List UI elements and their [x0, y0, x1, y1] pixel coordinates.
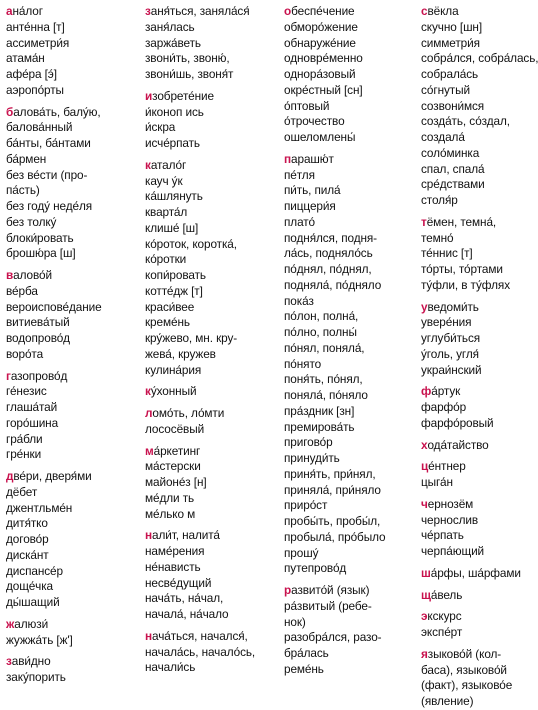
word-entry: (факт), языково́е: [421, 678, 513, 693]
word-entry: вероиспове́дание: [6, 299, 102, 314]
word-entry: не́нависть: [145, 559, 201, 574]
word-entry: кулина́рия: [145, 362, 202, 377]
section-first-entry: свёкла: [421, 4, 459, 18]
word-entry: по́лно, полны́: [284, 325, 357, 339]
word-entry: афе́ра [э́]: [6, 67, 57, 81]
section-first-entry: изобрете́ние: [145, 88, 214, 103]
word-entry: без толку́: [6, 214, 57, 229]
word-entry: ба́нты, ба́нтами: [6, 136, 91, 150]
word-entry: то́рты, то́ртами: [421, 262, 503, 276]
word-entry: премирова́ть: [284, 419, 355, 434]
word-entry: водопрово́д: [6, 331, 70, 345]
word-entry: кауч у́к: [145, 173, 183, 188]
word-entry: обморо́жение: [284, 19, 358, 34]
word-entry: начали́сь: [145, 660, 196, 675]
word-column-4: [421, 4, 538, 710]
word-entry: гра́бли: [6, 431, 43, 446]
word-entry: воро́та: [6, 346, 44, 361]
word-entry: принуди́ть: [284, 451, 340, 465]
word-entry: ла́сь, подняло́сь: [284, 246, 373, 261]
word-entry: собра́лся, собра́лась,: [421, 51, 538, 66]
word-entry: дитя́тко: [6, 516, 48, 531]
word-entry: со́гнутый: [421, 82, 470, 97]
section-first-entry: развито́й (язык): [284, 583, 370, 597]
section-first-entry: ана́лог: [6, 4, 43, 18]
word-entry: майонéз [н]: [145, 475, 207, 489]
word-entry: о́трочество: [284, 114, 345, 129]
word-entry: фарфо́ровый: [421, 415, 494, 430]
word-entry: жева́, кружев: [145, 346, 216, 361]
word-entry: ошеломлены́: [284, 130, 356, 144]
word-entry: подняла́, по́дняло: [284, 277, 382, 292]
word-entry: краси́вее: [145, 299, 195, 314]
word-entry: и́скра: [145, 120, 176, 135]
word-entry: (явление): [421, 694, 474, 708]
word-entry: пе́тля: [284, 167, 315, 182]
word-entry: ассиметри́я: [6, 35, 70, 50]
section-first-entry: ща́вель: [421, 587, 463, 602]
word-entry: кварта́л: [145, 205, 188, 219]
section-first-entry: нача́ться, начался́,: [145, 628, 248, 643]
section-first-entry: балова́ть, балу́ю,: [6, 104, 101, 119]
word-entry: разобра́лся, разо-: [284, 630, 382, 645]
word-entry: скучно [шн]: [421, 19, 483, 34]
word-entry: ды́шащий: [6, 595, 60, 609]
word-entry: пи́ть, пила́: [284, 183, 341, 198]
section-first-entry: зави́дно: [6, 654, 51, 669]
word-entry: анте́нна [т]: [6, 19, 65, 34]
word-entry: балова́нный: [6, 120, 73, 135]
section-first-entry: ломо́ть, ло́мти: [145, 406, 225, 420]
word-entry: созда́ть, со́здал,: [421, 114, 510, 129]
word-entry: ма́стерски: [145, 459, 201, 474]
word-entry: витиева́тый: [6, 315, 70, 330]
word-entry: цыга́н: [421, 475, 453, 489]
section-first-entry: ма́ркетинг: [145, 443, 201, 458]
word-entry: спал, спала́: [421, 161, 485, 176]
section-first-entry: экскурс: [421, 609, 462, 624]
word-entry: пра́здник [зн]: [284, 403, 355, 418]
word-entry: че́рпать: [421, 528, 464, 543]
section-first-entry: ша́рфы, ша́рфами: [421, 565, 521, 580]
word-entry: ба́рмен: [6, 151, 47, 166]
word-entry: экспе́рт: [421, 625, 463, 639]
word-entry: бра́лась: [284, 646, 329, 660]
word-entry: ме́лько м: [145, 506, 196, 521]
word-entry: ме́дли ть: [145, 490, 195, 505]
section-first-entry: нали́т, налита́: [145, 528, 220, 543]
word-entry: джентльме́н: [6, 500, 73, 515]
word-column-2: [145, 4, 275, 676]
word-entry: баса), языково́й: [421, 662, 507, 677]
word-entry: созвони́мся: [421, 98, 485, 113]
word-entry: ка́шлянуть: [145, 189, 203, 204]
word-column-3: [284, 4, 414, 678]
word-entry: прошу́: [284, 545, 319, 560]
word-entry: котте́дж [т]: [145, 283, 203, 298]
word-entry: ра́звитый (ребе-: [284, 598, 372, 613]
word-entry: без году́ неде́ля: [6, 199, 93, 213]
word-entry: несве́дущий: [145, 575, 212, 590]
word-entry: и́коноп ись: [145, 104, 204, 119]
word-entry: блоки́ровать: [6, 230, 74, 245]
word-entry: собрала́сь: [421, 67, 479, 81]
word-entry: подня́лся, подня-: [284, 230, 378, 245]
word-entry: заня́лась: [145, 19, 195, 34]
word-entry: фарфо́р: [421, 400, 467, 414]
word-entry: дёбет: [6, 484, 38, 499]
word-entry: поняла́, по́няло: [284, 388, 368, 402]
word-entry: пока́з: [284, 293, 314, 308]
word-entry: создала́: [421, 130, 465, 144]
word-entry: темно́: [421, 230, 454, 245]
word-entry: обнаруже́ние: [284, 35, 356, 50]
word-entry: кру́жево, мн. кру-: [145, 331, 238, 345]
word-entry: те́ннис [т]: [421, 246, 473, 261]
section-first-entry: фа́ртук: [421, 384, 461, 399]
word-entry: ремéнь: [284, 661, 324, 676]
section-first-entry: катало́г: [145, 157, 187, 172]
word-entry: соло́минка: [421, 145, 480, 160]
word-entry: по́нял, поняла́,: [284, 340, 365, 355]
section-first-entry: уведоми́ть: [421, 299, 479, 314]
word-entry: однора́зовый: [284, 67, 356, 81]
word-entry: по́лон, полна́,: [284, 309, 359, 324]
word-entry: догово́р: [6, 532, 49, 546]
word-entry: начала́, на́чало: [145, 607, 229, 621]
section-first-entry: жалюзи́: [6, 616, 49, 631]
section-first-entry: две́ри, дверя́ми: [6, 469, 92, 483]
word-entry: ко́роток, коротка́,: [145, 236, 237, 251]
word-entry: начала́сь, начало́сь,: [145, 644, 256, 659]
word-entry: гре́нки: [6, 447, 42, 462]
word-entry: брошю́ра [ш]: [6, 246, 76, 261]
word-entry: у́голь, угля́: [421, 346, 479, 361]
word-entry: украи́нский: [421, 362, 482, 377]
word-entry: без ве́сти (про-: [6, 167, 88, 182]
word-entry: диспансе́р: [6, 563, 63, 578]
word-entry: глаша́тай: [6, 400, 58, 414]
section-first-entry: парашю́т: [284, 151, 334, 166]
word-entry: горо́шина: [6, 415, 59, 430]
word-entry: путепрово́д: [284, 561, 347, 576]
word-entry: углуби́ться: [421, 331, 481, 345]
section-first-entry: языково́й (кол-: [421, 646, 502, 661]
section-first-entry: хода́тайство: [421, 437, 489, 452]
word-entry: доще́чка: [6, 579, 54, 594]
word-entry: аэропо́рты: [6, 82, 64, 97]
section-first-entry: валово́й: [6, 268, 52, 282]
word-entry: плато́: [284, 214, 315, 229]
section-first-entry: газопрово́д: [6, 368, 68, 383]
word-entry: клише́ [ш]: [145, 220, 199, 235]
word-column-1: [6, 4, 128, 686]
section-first-entry: чернозём: [421, 496, 474, 511]
word-entry: ко́ротки: [145, 252, 187, 267]
word-entry: наме́рения: [145, 544, 205, 558]
word-entry: поня́ть, по́нял,: [284, 372, 363, 387]
word-entry: столя́р: [421, 193, 458, 207]
word-entry: пробы́ть, пробы́л,: [284, 514, 381, 528]
word-entry: заржа́веть: [145, 35, 201, 50]
word-entry: нок): [284, 614, 306, 629]
word-entry: жужжа́ть [ж']: [6, 632, 73, 647]
section-first-entry: заня́ться, заняла́ся́: [145, 4, 250, 18]
word-entry: атама́н: [6, 51, 45, 66]
word-entry: ве́рба: [6, 283, 38, 298]
word-entry: о́птовый: [284, 98, 330, 113]
word-entry: лососёвый: [145, 421, 205, 436]
word-entry: черпа́ющий: [421, 544, 485, 558]
word-entry: кремéнь: [145, 315, 190, 330]
word-entry: пробыла́, про́было: [284, 529, 386, 544]
word-entry: заку́порить: [6, 670, 66, 684]
section-first-entry: це́нтнер: [421, 459, 466, 474]
word-entry: чернослив: [421, 512, 479, 527]
word-entry: окре́стный [сн]: [284, 82, 363, 97]
word-entry: по́днял, по́днял,: [284, 262, 372, 276]
word-entry: пригово́р: [284, 435, 333, 450]
word-entry: одновре́менно: [284, 51, 363, 66]
word-entry: ге́незис: [6, 384, 47, 399]
word-entry: пиццери́я: [284, 199, 336, 213]
word-entry: копи́ровать: [145, 268, 206, 282]
word-entry: по́нято: [284, 356, 322, 371]
word-entry: приро́ст: [284, 498, 328, 513]
section-first-entry: тёмен, темна́,: [421, 214, 497, 229]
word-entry: звони́шь, звоня́т: [145, 67, 234, 81]
word-entry: нача́ть, на́чал,: [145, 591, 224, 606]
word-entry: па́сть): [6, 183, 40, 198]
section-first-entry: ку́хонный: [145, 384, 197, 399]
word-entry: увере́ния: [421, 315, 472, 330]
word-entry: исче́рпать: [145, 136, 200, 150]
word-entry: диска́нт: [6, 547, 49, 562]
word-entry: звони́ть, звоню́,: [145, 51, 230, 66]
word-entry: приняла́, при́няло: [284, 482, 381, 497]
word-entry: симметри́я: [421, 35, 480, 50]
word-entry: приня́ть, при́нял,: [284, 466, 376, 481]
word-entry: сре́дствами: [421, 177, 485, 192]
section-first-entry: обеспе́чение: [284, 4, 355, 18]
word-entry: ту́фли, в ту́флях: [421, 277, 511, 292]
